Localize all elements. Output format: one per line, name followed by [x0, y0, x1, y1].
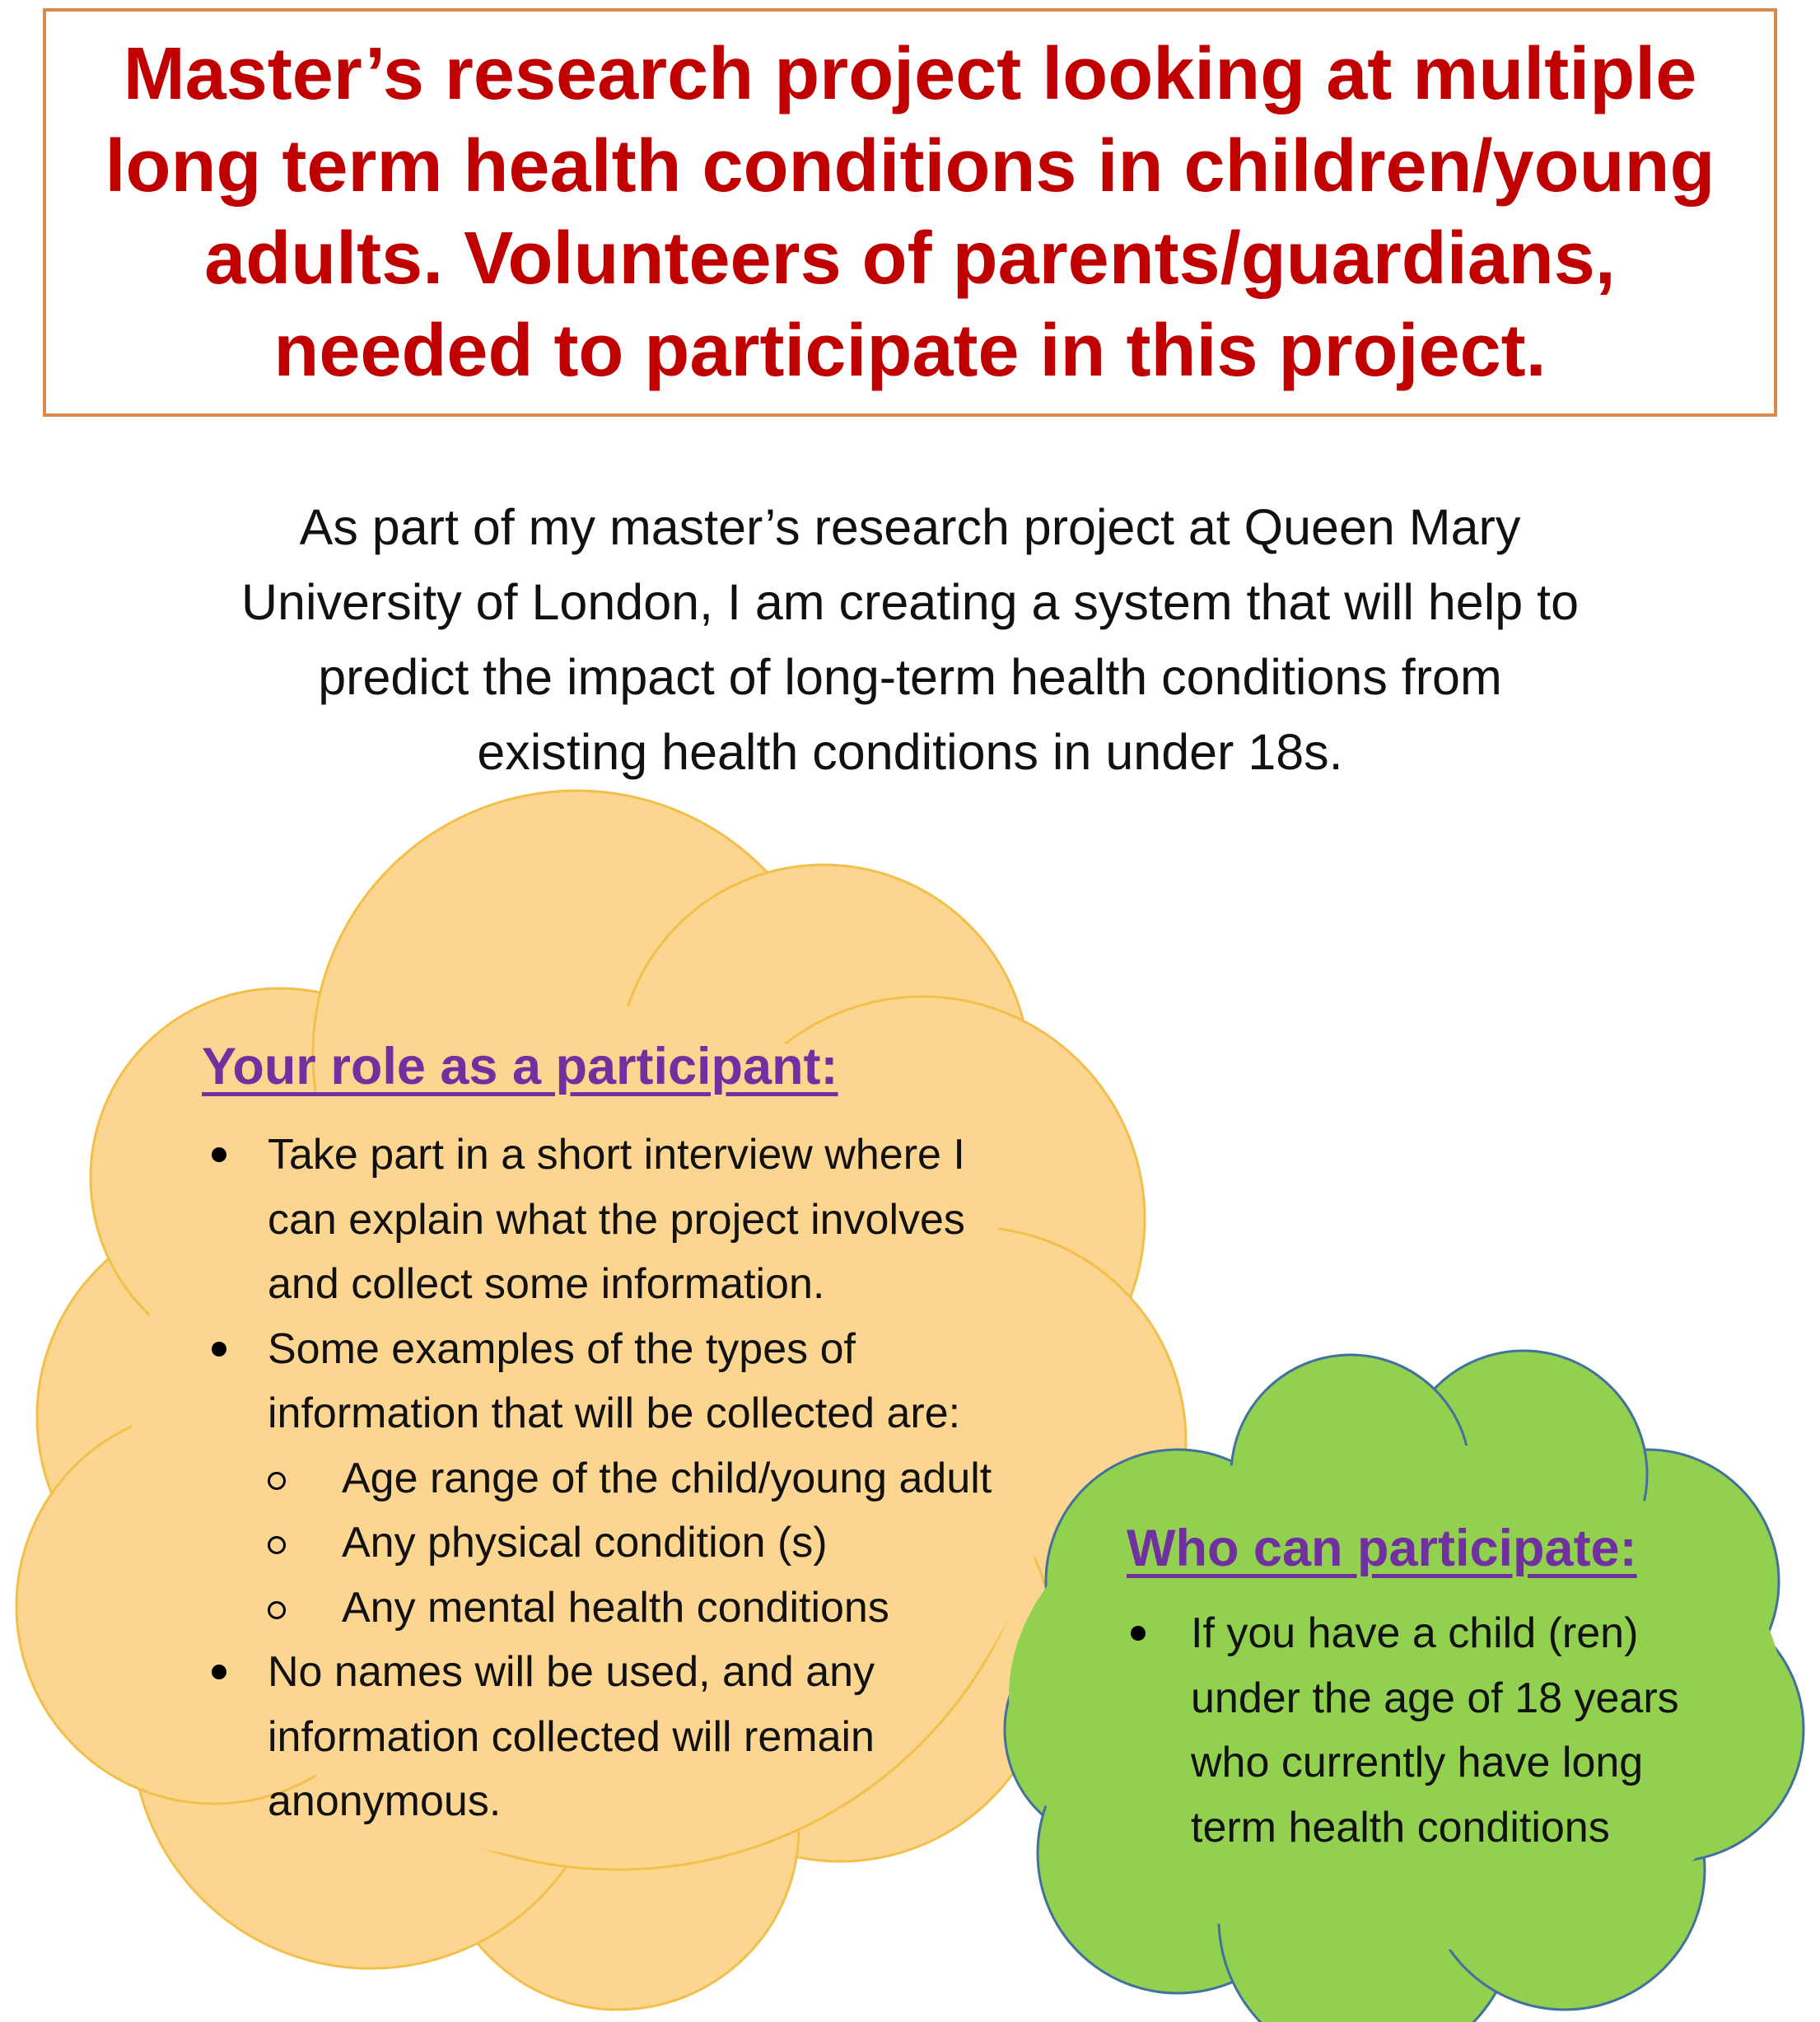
role-heading: Your role as a participant:	[202, 1038, 838, 1095]
list-item	[1127, 1601, 1752, 1860]
list-item	[202, 1317, 1075, 1641]
list-line: Some examples of the types of	[268, 1324, 856, 1373]
list-line: anonymous.	[268, 1777, 502, 1825]
list-line: If you have a child (ren)	[1191, 1609, 1639, 1657]
list-line: who currently have long	[1191, 1739, 1644, 1786]
intro-line: University of London, I am creating a system that will help to	[240, 574, 1580, 630]
who-list	[1127, 1601, 1752, 1860]
list-line: No names will be used, and any	[268, 1648, 875, 1696]
list-line: can explain what the project involves	[268, 1195, 965, 1244]
title-line: adults. Volunteers of parents/guardians,	[204, 217, 1616, 300]
title-line: needed to participate in this project.	[273, 310, 1547, 392]
role-panel	[202, 1034, 1075, 1834]
who-heading: Who can participate:	[1127, 1520, 1637, 1577]
intro-line: As part of my master’s research project at Queen Mary	[299, 499, 1521, 555]
title-line: Master’s research project looking at multiple	[123, 33, 1697, 115]
intro-line: existing health conditions in under 18s.	[477, 724, 1343, 780]
list-item	[202, 1640, 1075, 1834]
who-panel	[1127, 1515, 1752, 1860]
list-line: information collected will remain	[268, 1712, 875, 1761]
role-list	[202, 1123, 1075, 1834]
sub-list-item: Any mental health conditions	[268, 1576, 1075, 1641]
list-item	[202, 1123, 1075, 1317]
sub-list	[268, 1446, 1075, 1641]
list-line: Take part in a short interview where I	[268, 1131, 965, 1179]
sub-list-item: Age range of the child/young adult	[268, 1446, 1075, 1511]
title-line: long term health conditions in children/young	[105, 125, 1715, 208]
list-line: under the age of 18 years	[1191, 1674, 1679, 1722]
list-line: term health conditions	[1191, 1803, 1610, 1852]
intro-line: predict the impact of long-term health conditions from	[318, 649, 1502, 705]
list-line: information that will be collected are:	[268, 1389, 961, 1437]
sub-list-item: Any physical condition (s)	[268, 1511, 1075, 1576]
list-line: and collect some information.	[268, 1260, 825, 1308]
